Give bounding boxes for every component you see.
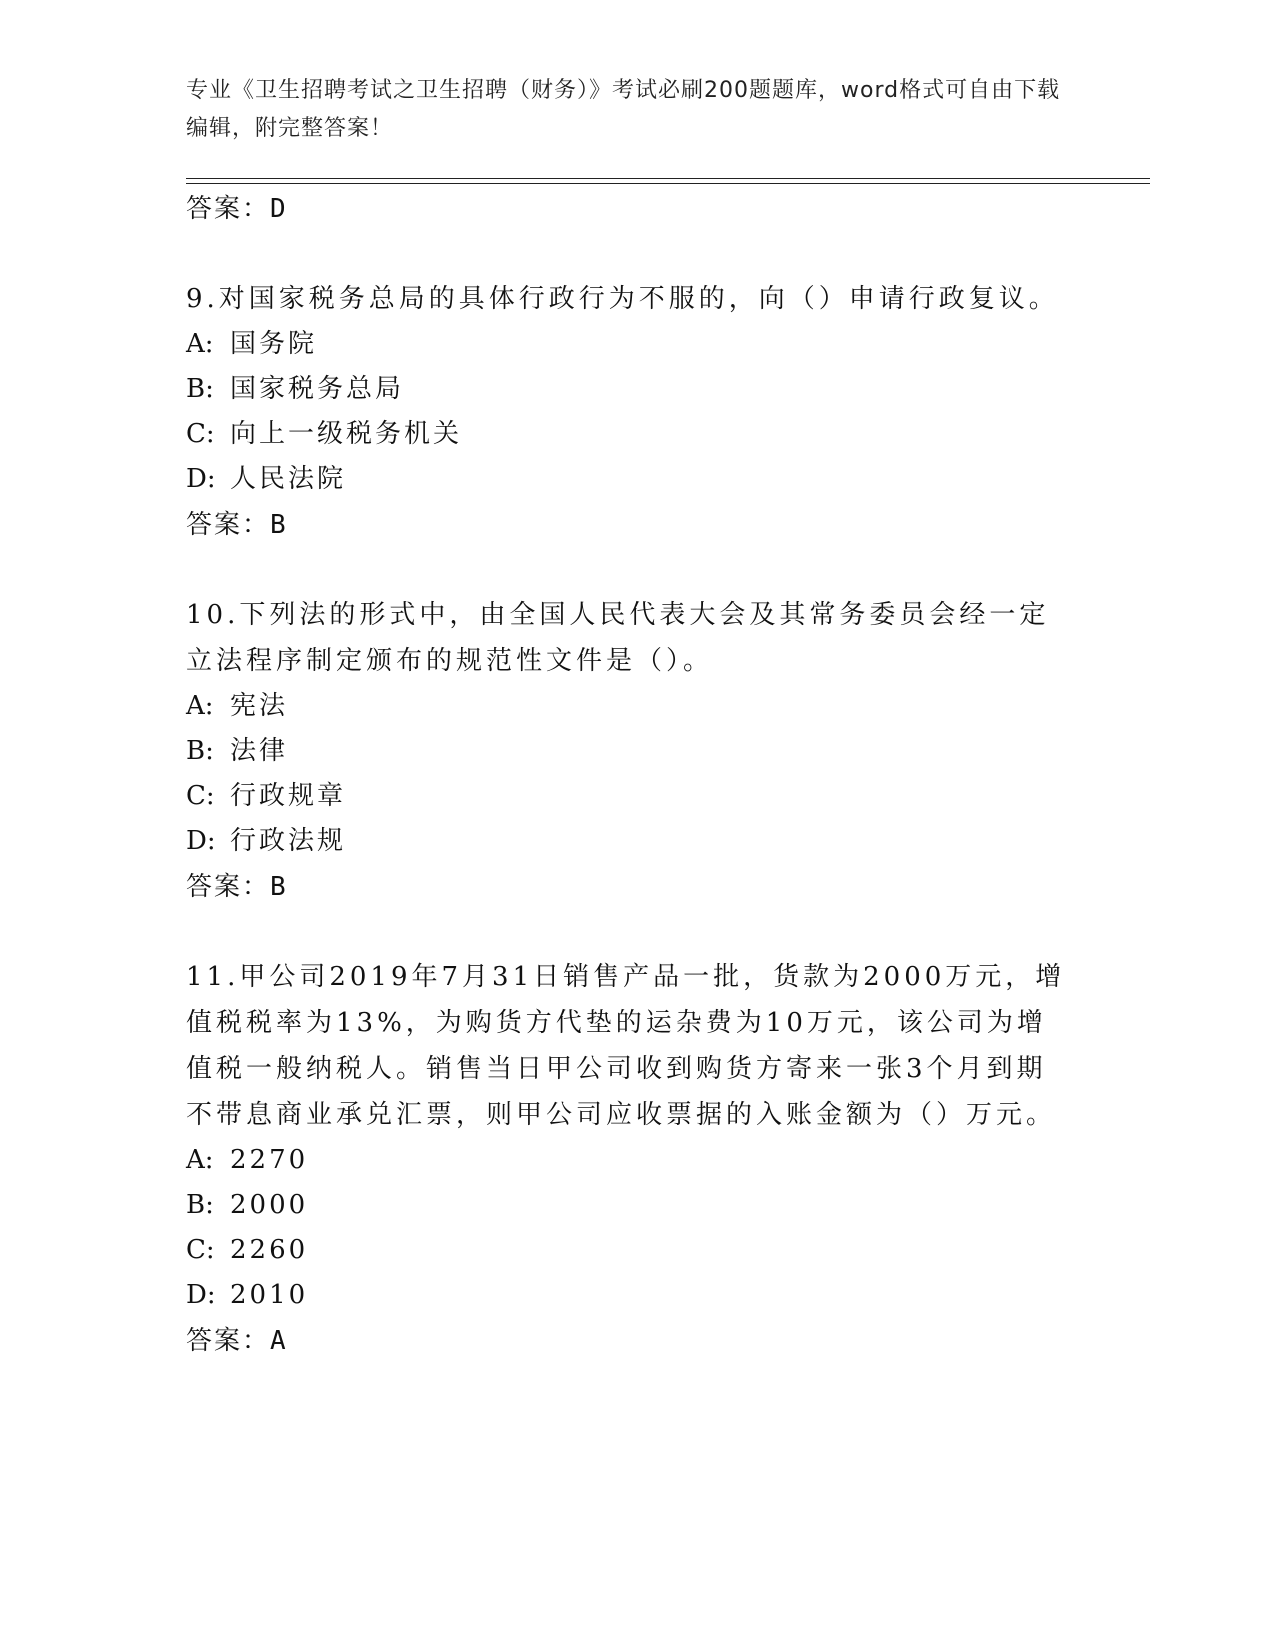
header-divider-bottom bbox=[186, 183, 1150, 184]
option-text: 行政法规 bbox=[230, 826, 347, 856]
option-key: A: bbox=[186, 1145, 214, 1175]
option-a bbox=[186, 1138, 1066, 1183]
option-key: B: bbox=[186, 736, 214, 766]
header-divider-top bbox=[186, 178, 1150, 179]
option-c bbox=[186, 774, 1066, 819]
option-key: A: bbox=[186, 329, 214, 359]
document-body bbox=[186, 186, 1066, 1364]
option-text: 人民法院 bbox=[230, 464, 347, 494]
answer-label: 答案： bbox=[186, 194, 271, 224]
question-9 bbox=[186, 276, 1066, 548]
option-c bbox=[186, 412, 1066, 457]
option-text: 法律 bbox=[230, 736, 289, 766]
answer-label: 答案： bbox=[186, 1326, 271, 1356]
option-a bbox=[186, 322, 1066, 367]
option-key: D: bbox=[186, 464, 216, 494]
option-key: D: bbox=[186, 1280, 216, 1310]
option-d bbox=[186, 819, 1066, 864]
answer-label: 答案： bbox=[186, 872, 271, 902]
question-stem: 9.对国家税务总局的具体行政行为不服的，向（）申请行政复议。 bbox=[186, 284, 1059, 314]
option-key: B: bbox=[186, 374, 214, 404]
question-stem: 11.甲公司2019年7月31日销售产品一批，货款为2000万元，增值税税率为13%，为购货方代垫的运杂费为10万元，该公司为增值税一般纳税人。销售当日甲公司收到购货方寄来一张3个月到期不带息商业承兑汇票，则甲公司应收票据的入账金额为（）万元。 bbox=[186, 962, 1066, 1130]
option-key: C: bbox=[186, 1235, 215, 1265]
option-a bbox=[186, 684, 1066, 729]
option-text: 国务院 bbox=[230, 329, 318, 359]
option-c bbox=[186, 1228, 1066, 1273]
option-key: D: bbox=[186, 826, 216, 856]
option-text: 国家税务总局 bbox=[230, 374, 405, 404]
option-key: B: bbox=[186, 1190, 214, 1220]
answer-line bbox=[186, 502, 1066, 548]
answer-value: B bbox=[270, 510, 288, 540]
question-11 bbox=[186, 954, 1066, 1364]
option-d bbox=[186, 1273, 1066, 1318]
option-b bbox=[186, 1183, 1066, 1228]
option-text: 2260 bbox=[230, 1235, 309, 1265]
option-key: C: bbox=[186, 419, 215, 449]
question-10 bbox=[186, 592, 1066, 910]
option-key: C: bbox=[186, 781, 215, 811]
option-key: A: bbox=[186, 691, 214, 721]
option-text: 向上一级税务机关 bbox=[230, 419, 463, 449]
answer-line bbox=[186, 186, 1066, 232]
document-header: 专业《卫生招聘考试之卫生招聘（财务）》考试必刷200题题库，word格式可自由下载编辑，附完整答案！ bbox=[186, 78, 1061, 141]
option-b bbox=[186, 729, 1066, 774]
option-text: 宪法 bbox=[230, 691, 289, 721]
answer-line bbox=[186, 864, 1066, 910]
answer-value: D bbox=[270, 194, 288, 224]
answer-value: A bbox=[270, 1326, 288, 1356]
option-text: 行政规章 bbox=[230, 781, 347, 811]
option-b bbox=[186, 367, 1066, 412]
answer-line bbox=[186, 1318, 1066, 1364]
answer-label: 答案： bbox=[186, 510, 271, 540]
option-text: 2270 bbox=[230, 1145, 309, 1175]
option-text: 2000 bbox=[230, 1190, 309, 1220]
question-stem: 10.下列法的形式中，由全国人民代表大会及其常务委员会经一定立法程序制定颁布的规范性文件是（）。 bbox=[186, 600, 1050, 676]
answer-value: B bbox=[270, 872, 288, 902]
option-text: 2010 bbox=[230, 1280, 309, 1310]
option-d bbox=[186, 457, 1066, 502]
